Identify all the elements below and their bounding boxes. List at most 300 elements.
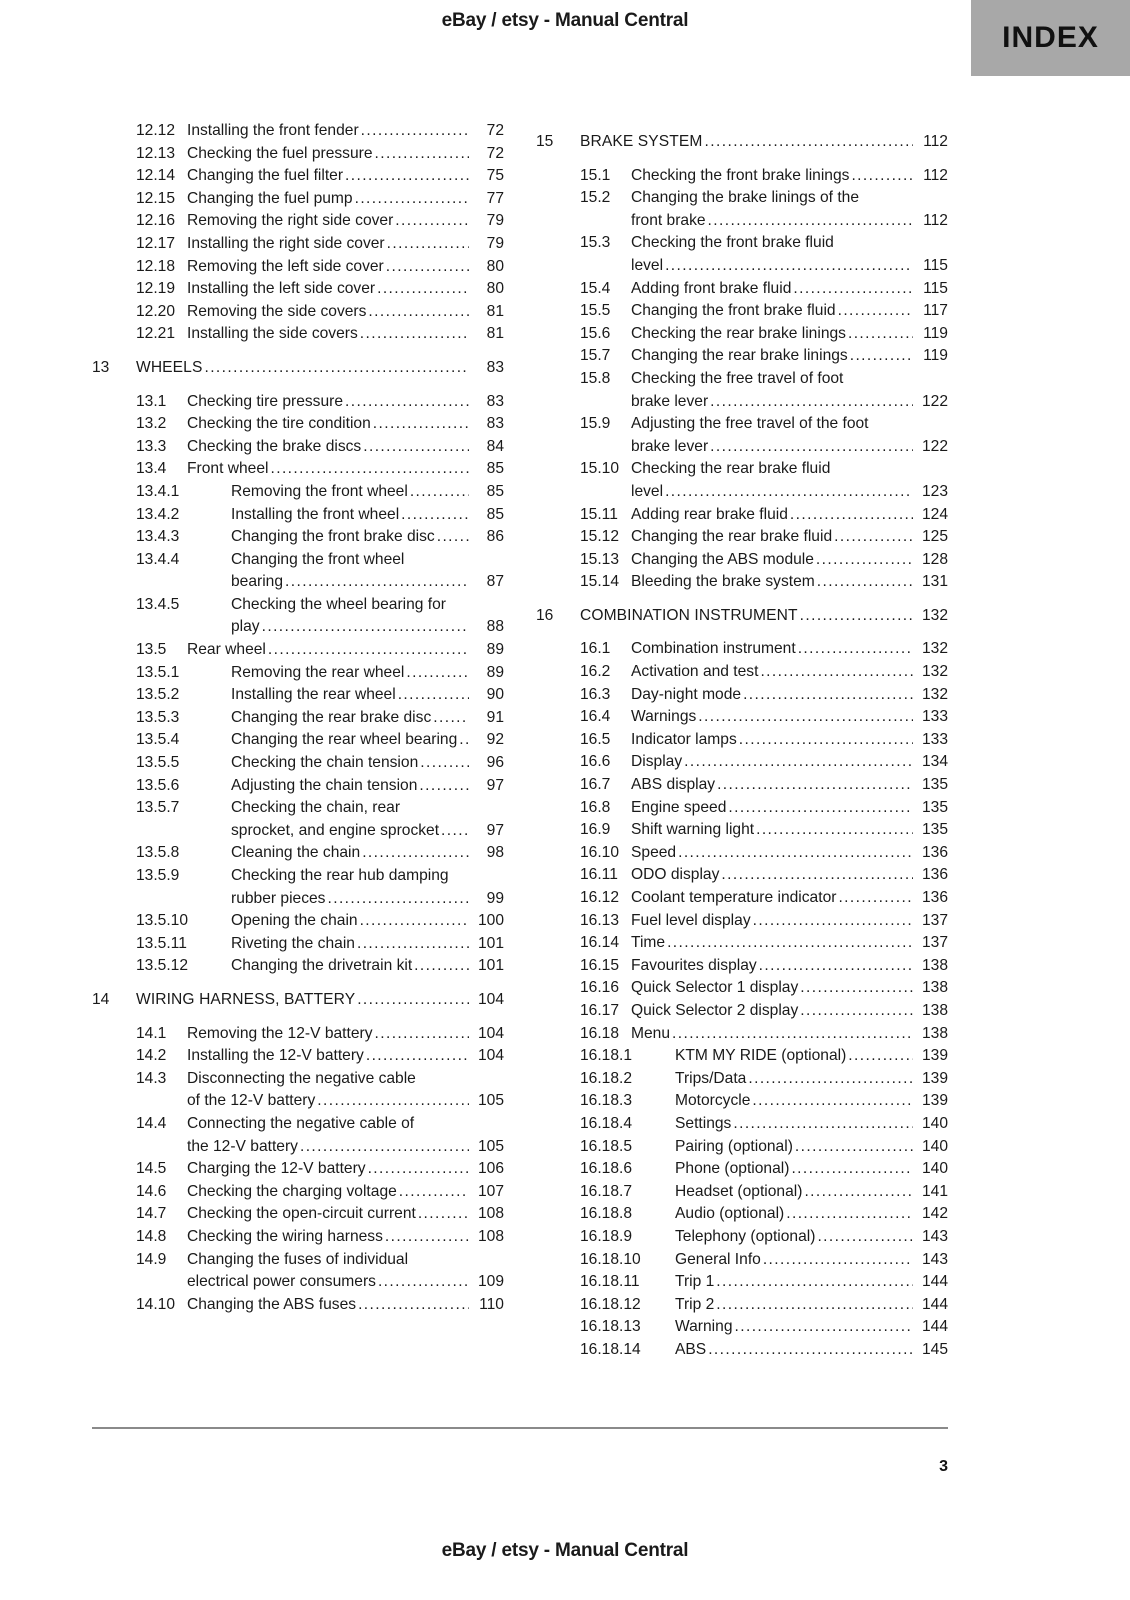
toc-entry-title: Checking the tire condition	[187, 415, 371, 433]
toc-leader-dots	[368, 1158, 469, 1181]
toc-entry-number: 16.16	[580, 979, 620, 997]
toc-entry-page: 119	[923, 347, 948, 365]
toc-entry-number: 14.1	[136, 1024, 167, 1042]
toc-entry-page: 89	[486, 641, 504, 659]
toc-leader-dots	[270, 458, 469, 481]
toc-entry-title-wrap	[675, 1181, 948, 1204]
toc-entry-number: 12.16	[136, 212, 176, 230]
toc-entry[interactable]	[92, 989, 504, 1012]
toc-entry[interactable]	[92, 1226, 504, 1249]
toc-entry-number: 15.2	[580, 189, 611, 207]
toc-leader-dots	[401, 504, 469, 527]
toc-leader-dots	[358, 1294, 469, 1317]
toc-leader-dots	[345, 391, 469, 414]
toc-entry[interactable]	[92, 391, 504, 414]
toc-entry[interactable]	[536, 368, 948, 391]
toc-entry[interactable]	[536, 1294, 948, 1317]
toc-entry-title-wrap	[631, 278, 948, 301]
toc-entry[interactable]	[92, 357, 504, 380]
toc-leader-dots	[739, 729, 913, 752]
toc-entry-title: Checking the front brake fluid	[631, 234, 834, 252]
toc-entry[interactable]	[536, 1316, 948, 1339]
toc-entry[interactable]	[92, 1181, 504, 1204]
toc-entry-title-wrap	[187, 1203, 504, 1226]
toc-entry[interactable]	[536, 187, 948, 210]
toc-entry-number: 16.18.2	[580, 1069, 633, 1087]
toc-entry[interactable]	[536, 706, 948, 729]
toc-entry[interactable]	[92, 842, 504, 865]
toc-column-left	[92, 120, 504, 1361]
toc-leader-dots	[317, 1090, 469, 1113]
toc-entry-page: 80	[486, 257, 504, 275]
toc-entry[interactable]	[92, 210, 504, 233]
toc-entry[interactable]	[536, 504, 948, 527]
toc-leader-dots	[375, 1023, 470, 1046]
toc-entry-number: 13.5.8	[136, 844, 180, 862]
toc-entry-title-wrap	[231, 684, 504, 707]
toc-entry-number: 16.2	[580, 663, 611, 681]
toc-leader-dots	[357, 989, 469, 1012]
toc-leader-dots	[759, 955, 913, 978]
toc-leader-dots	[752, 1090, 913, 1113]
toc-entry-title: Removing the side covers	[187, 302, 367, 320]
toc-entry[interactable]	[536, 638, 948, 661]
toc-entry-title: Removing the rear wheel	[231, 663, 405, 681]
toc-entry-number: 15.12	[580, 528, 620, 546]
toc-entry[interactable]	[536, 1339, 948, 1362]
toc-entry-page: 101	[477, 934, 504, 952]
toc-entry[interactable]	[536, 1181, 948, 1204]
toc-entry[interactable]	[92, 752, 504, 775]
toc-entry[interactable]	[92, 1045, 504, 1068]
toc-entry[interactable]	[536, 910, 948, 933]
toc-entry-title: Installing the front fender	[187, 122, 359, 139]
toc-entry[interactable]	[536, 684, 948, 707]
toc-entry-title: Motorcycle	[675, 1092, 751, 1110]
toc-entry-title-wrap	[136, 989, 504, 1012]
toc-entry[interactable]	[536, 1158, 948, 1181]
toc-entry-number: 15.9	[580, 415, 611, 433]
toc-entry[interactable]	[92, 865, 504, 888]
toc-entry-number: 13.3	[136, 437, 167, 455]
toc-entry-title-wrap	[231, 481, 504, 504]
toc-entry-number: 13.5.5	[136, 754, 180, 772]
toc-entry-title-wrap	[187, 210, 504, 233]
toc-leader-dots	[375, 143, 470, 166]
toc-entry[interactable]	[536, 932, 948, 955]
toc-entry[interactable]	[92, 933, 504, 956]
toc-entry[interactable]	[536, 345, 948, 368]
toc-leader-dots	[386, 256, 469, 279]
toc-leader-dots	[708, 1339, 913, 1362]
toc-entry-title: Quick Selector 1 display	[631, 979, 799, 997]
toc-entry-title: Trip 2	[675, 1295, 715, 1313]
toc-entry-continuation[interactable]	[536, 436, 948, 459]
toc-entry[interactable]	[536, 1249, 948, 1272]
toc-leader-dots	[672, 1023, 913, 1046]
toc-entry-title-wrap	[631, 684, 948, 707]
toc-entry-number: 15.3	[580, 234, 611, 252]
toc-entry-number: 15.6	[580, 324, 611, 342]
toc-entry-page: 144	[921, 1295, 948, 1313]
toc-entry-continuation[interactable]	[536, 255, 948, 278]
toc-leader-dots	[753, 910, 913, 933]
top-watermark: eBay / etsy - Manual Central	[441, 10, 689, 31]
toc-entry[interactable]	[536, 1203, 948, 1226]
toc-entry-page: 135	[921, 821, 948, 839]
toc-entry[interactable]	[92, 526, 504, 549]
toc-entry[interactable]	[92, 684, 504, 707]
toc-entry[interactable]	[92, 458, 504, 481]
toc-entry-continuation[interactable]	[92, 1271, 504, 1294]
toc-entry-page: 75	[486, 167, 504, 185]
toc-leader-dots	[698, 706, 913, 729]
toc-entry-number: 13.5.10	[136, 912, 189, 930]
toc-entry[interactable]	[536, 1090, 948, 1113]
toc-entry[interactable]	[536, 774, 948, 797]
toc-entry[interactable]	[536, 1045, 948, 1068]
toc-entry-page: 138	[921, 979, 948, 997]
toc-entry-page: 110	[479, 1295, 504, 1313]
toc-entry[interactable]	[92, 301, 504, 324]
toc-entry-title-wrap	[631, 549, 948, 572]
toc-entry[interactable]	[92, 1158, 504, 1181]
toc-entry-page: 144	[921, 1273, 948, 1291]
toc-entry-continuation[interactable]	[92, 888, 504, 911]
toc-entry-number: 13.4.1	[136, 482, 180, 500]
toc-entry[interactable]	[536, 842, 948, 865]
toc-entry-page: 109	[477, 1273, 504, 1291]
toc-entry-number: 16.18.4	[580, 1114, 633, 1132]
toc-leader-dots	[798, 638, 913, 661]
toc-entry-number: 14.8	[136, 1227, 167, 1245]
toc-entry[interactable]	[92, 1023, 504, 1046]
toc-entry-title: Coolant temperature indicator	[631, 889, 837, 906]
toc-entry-number: 12.20	[136, 302, 176, 320]
toc-entry-title: Menu	[631, 1024, 671, 1042]
toc-entry[interactable]	[92, 413, 504, 436]
toc-entry-title-line2: rubber pieces	[231, 889, 326, 907]
toc-entry-continuation[interactable]	[536, 391, 948, 414]
toc-entry-page: 77	[486, 189, 504, 207]
toc-entry-title: Installing the 12-V battery	[187, 1047, 364, 1065]
toc-leader-dots	[748, 1068, 913, 1091]
toc-entry-title: Changing the front wheel	[231, 550, 405, 568]
toc-entry-title-wrap	[136, 357, 504, 380]
toc-entry[interactable]	[536, 131, 948, 154]
toc-entry[interactable]	[92, 729, 504, 752]
toc-entry-page: 132	[921, 685, 948, 703]
toc-entry[interactable]	[536, 549, 948, 572]
toc-leader-dots	[300, 1136, 469, 1159]
toc-entry[interactable]	[536, 864, 948, 887]
toc-entry[interactable]	[536, 1271, 948, 1294]
toc-leader-dots	[357, 933, 469, 956]
toc-entry-number: 16.18.14	[580, 1340, 641, 1358]
toc-entry-number: 13.5.4	[136, 731, 180, 749]
toc-entry-page: 140	[921, 1137, 948, 1155]
toc-entry-title-wrap	[187, 301, 504, 324]
toc-entry-title-wrap	[187, 1158, 504, 1181]
toc-entry[interactable]	[536, 955, 948, 978]
index-tab	[971, 0, 1130, 76]
toc-entry[interactable]	[536, 729, 948, 752]
toc-entry-title: Changing the brake linings of the	[631, 189, 859, 207]
toc-entry[interactable]	[92, 1294, 504, 1317]
toc-entry-page: 84	[486, 437, 504, 455]
toc-entry-page: 119	[923, 324, 948, 342]
toc-entry-title-wrap	[231, 797, 504, 820]
toc-entry[interactable]	[536, 1136, 948, 1159]
toc-entry-continuation[interactable]	[92, 1090, 504, 1113]
toc-leader-dots	[361, 120, 469, 143]
toc-entry-title-line2: front brake	[631, 211, 706, 229]
toc-entry-page: 88	[486, 618, 504, 636]
toc-entry-title: Checking the rear brake fluid	[631, 460, 831, 478]
toc-entry[interactable]	[92, 594, 504, 617]
toc-entry-page: 140	[921, 1114, 948, 1132]
toc-entry[interactable]	[92, 233, 504, 256]
toc-entry[interactable]	[536, 413, 948, 436]
toc-entry-title: Telephony (optional)	[675, 1227, 816, 1245]
toc-entry[interactable]	[536, 819, 948, 842]
toc-entry[interactable]	[536, 887, 948, 910]
toc-entry-title-wrap	[675, 1316, 948, 1339]
toc-entry[interactable]	[536, 1023, 948, 1046]
toc-entry-title-wrap	[631, 345, 948, 368]
toc-entry[interactable]	[92, 504, 504, 527]
toc-leader-dots	[800, 977, 913, 1000]
toc-entry[interactable]	[92, 549, 504, 572]
toc-entry-title-wrap	[231, 571, 504, 594]
toc-entry[interactable]	[92, 256, 504, 279]
toc-entry-title-wrap	[675, 1226, 948, 1249]
toc-entry-number: 15.1	[580, 166, 611, 184]
toc-leader-dots	[387, 233, 469, 256]
toc-entry-page: 115	[923, 256, 948, 274]
toc-leader-dots	[838, 300, 913, 323]
toc-entry-page: 87	[486, 573, 504, 591]
toc-leader-dots	[665, 481, 913, 504]
toc-entry-title: Trips/Data	[675, 1069, 747, 1087]
toc-entry-page: 125	[921, 528, 948, 546]
toc-entry-number: 14.3	[136, 1069, 167, 1087]
toc-entry[interactable]	[536, 605, 948, 628]
toc-entry-number: 13.5.6	[136, 776, 180, 794]
toc-leader-dots	[684, 751, 913, 774]
toc-columns	[92, 120, 948, 1361]
toc-entry-number: 13.5.11	[136, 934, 187, 952]
toc-entry-title-wrap	[631, 165, 948, 188]
toc-entry[interactable]	[92, 662, 504, 685]
toc-entry-continuation[interactable]	[92, 1136, 504, 1159]
toc-entry-number: 13.5.7	[136, 799, 180, 817]
toc-leader-dots	[360, 323, 469, 346]
toc-entry-title-wrap	[631, 729, 948, 752]
toc-leader-dots	[716, 1271, 913, 1294]
toc-entry[interactable]	[536, 797, 948, 820]
toc-leader-dots	[362, 842, 469, 865]
toc-leader-dots	[760, 661, 913, 684]
toc-entry-title-wrap	[231, 752, 504, 775]
toc-entry-title: Removing the left side cover	[187, 257, 384, 275]
toc-entry-title-wrap	[231, 729, 504, 752]
toc-entry[interactable]	[92, 120, 504, 143]
toc-entry-number: 12.21	[136, 325, 176, 343]
toc-entry-page: 132	[921, 640, 948, 658]
toc-entry[interactable]	[92, 188, 504, 211]
toc-entry-title-wrap	[187, 1023, 504, 1046]
toc-entry-continuation[interactable]	[536, 481, 948, 504]
toc-entry[interactable]	[536, 1000, 948, 1023]
toc-entry[interactable]	[536, 278, 948, 301]
toc-entry-title: Riveting the chain	[231, 934, 355, 952]
toc-leader-dots	[763, 1249, 913, 1272]
toc-entry-title: Checking the free travel of foot	[631, 369, 844, 387]
toc-entry-page: 135	[921, 776, 948, 794]
toc-entry-continuation[interactable]	[92, 616, 504, 639]
toc-entry-title-wrap	[187, 1113, 504, 1136]
toc-entry-continuation[interactable]	[92, 820, 504, 843]
toc-entry-page: 136	[921, 843, 948, 861]
toc-entry-page: 141	[921, 1182, 948, 1200]
toc-leader-dots	[793, 278, 913, 301]
toc-entry[interactable]	[536, 300, 948, 323]
toc-entry[interactable]	[92, 323, 504, 346]
toc-leader-dots	[791, 1158, 913, 1181]
toc-entry-title-wrap	[231, 820, 504, 843]
toc-leader-dots	[441, 820, 469, 843]
toc-entry-title-wrap	[631, 638, 948, 661]
toc-entry-number: 16.18.11	[580, 1273, 640, 1291]
toc-entry-title-wrap	[231, 504, 504, 527]
toc-leader-dots	[345, 165, 469, 188]
toc-entry[interactable]	[92, 165, 504, 188]
toc-entry[interactable]	[92, 1249, 504, 1272]
toc-entry-page: 138	[921, 1024, 948, 1042]
toc-entry[interactable]	[92, 278, 504, 301]
toc-entry[interactable]	[536, 526, 948, 549]
toc-entry-title: Trip 1	[675, 1273, 715, 1291]
toc-entry-title-line2: brake lever	[631, 437, 709, 455]
toc-entry[interactable]	[92, 955, 504, 978]
toc-entry[interactable]	[536, 571, 948, 594]
toc-entry-title-line2: the 12-V battery	[187, 1137, 298, 1155]
toc-entry-title-wrap	[631, 255, 948, 278]
toc-entry-number: 15.13	[580, 550, 620, 568]
toc-entry[interactable]	[92, 143, 504, 166]
toc-entry[interactable]	[92, 639, 504, 662]
toc-entry-title: Adding rear brake fluid	[631, 505, 788, 523]
toc-entry[interactable]	[536, 661, 948, 684]
toc-entry-title-wrap	[631, 1023, 948, 1046]
toc-leader-dots	[816, 549, 913, 572]
toc-entry-number: 12.18	[136, 257, 176, 275]
toc-entry[interactable]	[536, 1226, 948, 1249]
toc-entry[interactable]	[92, 436, 504, 459]
toc-entry-page: 81	[486, 325, 504, 343]
toc-entry[interactable]	[536, 458, 948, 481]
toc-entry-page: 72	[486, 122, 504, 139]
toc-entry-title-wrap	[187, 413, 504, 436]
toc-entry-number: 16.4	[580, 708, 611, 726]
toc-entry-title-wrap	[675, 1203, 948, 1226]
toc-entry-number: 13.5.2	[136, 686, 180, 704]
toc-entry-title-wrap	[631, 232, 948, 255]
toc-entry-title: Installing the side covers	[187, 325, 358, 343]
toc-entry-title-wrap	[231, 933, 504, 956]
toc-entry-title: Activation and test	[631, 663, 759, 681]
toc-leader-dots	[728, 797, 913, 820]
toc-entry[interactable]	[92, 910, 504, 933]
toc-entry[interactable]	[536, 1113, 948, 1136]
toc-entry-title-wrap	[631, 504, 948, 527]
toc-entry[interactable]	[536, 1068, 948, 1091]
toc-leader-dots	[355, 188, 469, 211]
toc-entry-page: 142	[921, 1205, 948, 1223]
toc-entry[interactable]	[92, 775, 504, 798]
toc-entry-title: Checking the wheel bearing for	[231, 595, 446, 613]
toc-entry-title-wrap	[675, 1068, 948, 1091]
toc-entry-title: Checking the brake discs	[187, 437, 362, 455]
toc-entry-title-wrap	[231, 616, 504, 639]
toc-entry[interactable]	[536, 751, 948, 774]
toc-entry[interactable]	[536, 232, 948, 255]
toc-entry-number: 16.18.1	[580, 1047, 633, 1065]
toc-entry-title: Changing the ABS fuses	[187, 1295, 357, 1313]
toc-leader-dots	[268, 639, 469, 662]
toc-entry-continuation[interactable]	[536, 210, 948, 233]
toc-entry[interactable]	[536, 977, 948, 1000]
toc-entry[interactable]	[92, 797, 504, 820]
toc-entry[interactable]	[92, 707, 504, 730]
toc-entry[interactable]	[536, 165, 948, 188]
toc-entry-title-wrap	[631, 706, 948, 729]
toc-entry-number: 16.18.8	[580, 1205, 633, 1223]
toc-entry[interactable]	[536, 323, 948, 346]
toc-entry-number: 14.9	[136, 1250, 167, 1268]
toc-entry[interactable]	[92, 1113, 504, 1136]
toc-leader-dots	[800, 1000, 913, 1023]
toc-leader-dots	[399, 1181, 469, 1204]
toc-entry-title: Checking tire pressure	[187, 392, 344, 410]
toc-entry-title-wrap	[631, 864, 948, 887]
toc-leader-dots	[716, 1294, 913, 1317]
toc-entry[interactable]	[92, 1068, 504, 1091]
toc-entry-title: Installing the right side cover	[187, 234, 385, 252]
toc-entry-number: 14.2	[136, 1047, 167, 1065]
toc-entry-title: ODO display	[631, 866, 720, 884]
toc-entry[interactable]	[92, 481, 504, 504]
toc-entry-number: 16.14	[580, 934, 620, 952]
toc-leader-dots	[373, 413, 469, 436]
toc-entry-title-line2: level	[631, 256, 664, 274]
toc-entry-title: WHEELS	[136, 358, 203, 376]
toc-entry-title-wrap	[580, 605, 948, 628]
toc-entry[interactable]	[92, 1203, 504, 1226]
toc-leader-dots	[735, 1316, 914, 1339]
toc-leader-dots	[678, 842, 913, 865]
toc-entry-title-wrap	[187, 233, 504, 256]
toc-entry-continuation[interactable]	[92, 571, 504, 594]
toc-leader-dots	[790, 504, 913, 527]
toc-entry-title: Charging the 12-V battery	[187, 1160, 366, 1178]
toc-entry-title: Changing the front brake disc	[231, 528, 435, 546]
toc-entry-title-wrap	[231, 775, 504, 798]
toc-entry-page: 112	[923, 133, 948, 150]
toc-entry-page: 105	[477, 1137, 504, 1155]
toc-entry-page: 131	[921, 573, 948, 591]
